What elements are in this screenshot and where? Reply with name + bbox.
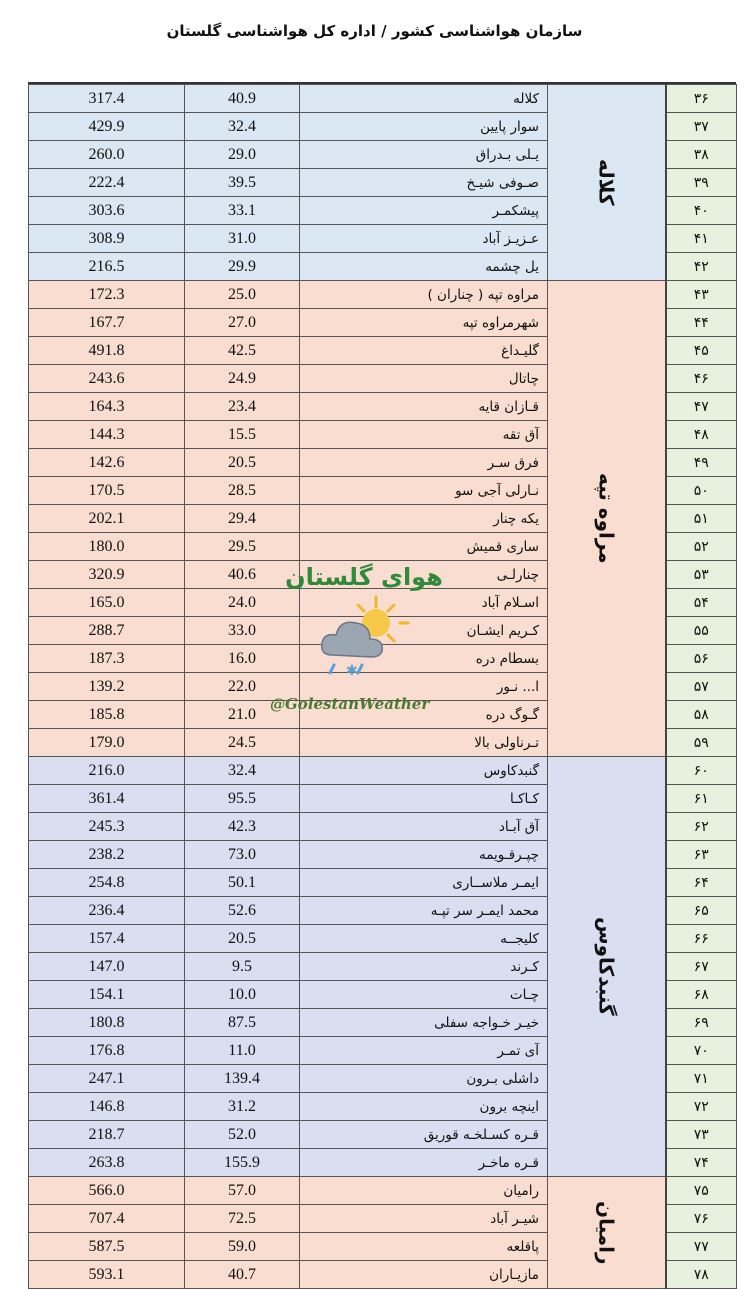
value-col-2: 180.0 — [29, 533, 185, 561]
watermark-title: هوای گلستان — [285, 563, 443, 591]
svg-text:✱: ✱ — [346, 663, 358, 679]
station-name: نـارلی آجی سو — [300, 477, 548, 505]
value-col-2: 222.4 — [29, 169, 185, 197]
value-col-1: 32.4 — [185, 113, 300, 141]
row-index: ۴۴ — [666, 309, 737, 337]
station-name: قـره ماخـر — [300, 1149, 548, 1177]
station-name: چـات — [300, 981, 548, 1009]
station-name: کـریم ایشـان — [300, 617, 548, 645]
value-col-2: 308.9 — [29, 225, 185, 253]
value-col-1: 33.1 — [185, 197, 300, 225]
value-col-2: 566.0 — [29, 1177, 185, 1205]
row-index: ۳۷ — [666, 113, 737, 141]
value-col-2: 179.0 — [29, 729, 185, 757]
value-col-1: 23.4 — [185, 393, 300, 421]
row-index: ۵۱ — [666, 505, 737, 533]
value-col-1: 33.0 — [185, 617, 300, 645]
value-col-2: 218.7 — [29, 1121, 185, 1149]
value-col-2: 157.4 — [29, 925, 185, 953]
row-index: ۵۹ — [666, 729, 737, 757]
row-index: ۳۹ — [666, 169, 737, 197]
value-col-1: 31.0 — [185, 225, 300, 253]
rainfall-table — [28, 82, 736, 1283]
value-col-2: 429.9 — [29, 113, 185, 141]
row-index: ۷۷ — [666, 1233, 737, 1261]
value-col-2: 707.4 — [29, 1205, 185, 1233]
row-index: ۶۰ — [666, 757, 737, 785]
value-col-2: 170.5 — [29, 477, 185, 505]
value-col-2: 361.4 — [29, 785, 185, 813]
station-name: چنارلـی — [300, 561, 548, 589]
value-col-1: 32.4 — [185, 757, 300, 785]
county-name: مراوه تپه — [548, 281, 666, 757]
row-index: ۵۸ — [666, 701, 737, 729]
value-col-2: 587.5 — [29, 1233, 185, 1261]
row-index: ۶۶ — [666, 925, 737, 953]
value-col-1: 72.5 — [185, 1205, 300, 1233]
station-name: پاقلعه — [300, 1233, 548, 1261]
station-name: گـوگ دره — [300, 701, 548, 729]
row-index: ۷۶ — [666, 1205, 737, 1233]
station-name: مراوه تپه ( چناران ) — [300, 281, 548, 309]
station-name: داشلی بـرون — [300, 1065, 548, 1093]
value-col-1: 27.0 — [185, 309, 300, 337]
value-col-2: 144.3 — [29, 421, 185, 449]
table-row — [29, 85, 737, 113]
value-col-1: 39.5 — [185, 169, 300, 197]
row-index: ۵۳ — [666, 561, 737, 589]
row-index: ۷۳ — [666, 1121, 737, 1149]
value-col-1: 24.0 — [185, 589, 300, 617]
value-col-2: 491.8 — [29, 337, 185, 365]
row-index: ۵۶ — [666, 645, 737, 673]
value-col-1: 25.0 — [185, 281, 300, 309]
row-index: ۶۹ — [666, 1009, 737, 1037]
station-name: سوار پایین — [300, 113, 548, 141]
table-row — [29, 1177, 737, 1205]
station-name: محمد ایمـر سر تپـه — [300, 897, 548, 925]
station-name: فرق سـر — [300, 449, 548, 477]
station-name: بسطام دره — [300, 645, 548, 673]
table-row — [29, 281, 737, 309]
value-col-2: 238.2 — [29, 841, 185, 869]
row-index: ۵۴ — [666, 589, 737, 617]
value-col-2: 185.8 — [29, 701, 185, 729]
row-index: ۷۱ — [666, 1065, 737, 1093]
row-index: ۴۸ — [666, 421, 737, 449]
row-index: ۶۵ — [666, 897, 737, 925]
row-index: ۴۷ — [666, 393, 737, 421]
table-row — [29, 757, 737, 785]
row-index: ۴۵ — [666, 337, 737, 365]
station-name: خیـر خـواجه سفلی — [300, 1009, 548, 1037]
station-name: ا... نـور — [300, 673, 548, 701]
row-index: ۶۷ — [666, 953, 737, 981]
value-col-2: 317.4 — [29, 85, 185, 113]
value-col-1: 24.9 — [185, 365, 300, 393]
station-name: شیـر آباد — [300, 1205, 548, 1233]
station-name: پیشکمـر — [300, 197, 548, 225]
station-name: گنبدکاوس — [300, 757, 548, 785]
value-col-1: 22.0 — [185, 673, 300, 701]
value-col-1: 87.5 — [185, 1009, 300, 1037]
station-name: گلیـداغ — [300, 337, 548, 365]
county-name: رامیان — [548, 1177, 666, 1289]
value-col-2: 593.1 — [29, 1261, 185, 1289]
value-col-2: 216.5 — [29, 253, 185, 281]
value-col-2: 245.3 — [29, 813, 185, 841]
row-index: ۴۰ — [666, 197, 737, 225]
value-col-2: 247.1 — [29, 1065, 185, 1093]
station-name: قـازان قایه — [300, 393, 548, 421]
value-col-2: 167.7 — [29, 309, 185, 337]
value-col-2: 187.3 — [29, 645, 185, 673]
row-index: ۵۲ — [666, 533, 737, 561]
value-col-2: 165.0 — [29, 589, 185, 617]
station-name: قـره کسـلخـه قوریق — [300, 1121, 548, 1149]
value-col-2: 254.8 — [29, 869, 185, 897]
value-col-1: 31.2 — [185, 1093, 300, 1121]
row-index: ۷۵ — [666, 1177, 737, 1205]
row-index: ۵۰ — [666, 477, 737, 505]
value-col-1: 52.0 — [185, 1121, 300, 1149]
value-col-2: 154.1 — [29, 981, 185, 1009]
value-col-1: 9.5 — [185, 953, 300, 981]
value-col-2: 202.1 — [29, 505, 185, 533]
station-name: شهرمراوه تپه — [300, 309, 548, 337]
row-index: ۶۸ — [666, 981, 737, 1009]
value-col-1: 20.5 — [185, 925, 300, 953]
row-index: ۶۳ — [666, 841, 737, 869]
watermark-handle: @GolestanWeather — [270, 695, 430, 713]
value-col-1: 95.5 — [185, 785, 300, 813]
value-col-2: 142.6 — [29, 449, 185, 477]
value-col-1: 10.0 — [185, 981, 300, 1009]
value-col-1: 11.0 — [185, 1037, 300, 1065]
station-name: ایمـر ملاســاری — [300, 869, 548, 897]
value-col-1: 52.6 — [185, 897, 300, 925]
county-name: کلاله — [548, 85, 666, 281]
value-col-2: 320.9 — [29, 561, 185, 589]
value-col-2: 303.6 — [29, 197, 185, 225]
row-index: ۷۰ — [666, 1037, 737, 1065]
row-index: ۵۵ — [666, 617, 737, 645]
station-name: کـاکـا — [300, 785, 548, 813]
value-col-2: 180.8 — [29, 1009, 185, 1037]
station-name: چاتال — [300, 365, 548, 393]
station-name: یکه چنار — [300, 505, 548, 533]
value-col-2: 288.7 — [29, 617, 185, 645]
row-index: ۴۹ — [666, 449, 737, 477]
row-index: ۳۸ — [666, 141, 737, 169]
value-col-1: 29.4 — [185, 505, 300, 533]
value-col-1: 42.3 — [185, 813, 300, 841]
row-index: ۷۲ — [666, 1093, 737, 1121]
value-col-1: 24.5 — [185, 729, 300, 757]
station-name: صـوفی شیـخ — [300, 169, 548, 197]
value-col-1: 139.4 — [185, 1065, 300, 1093]
value-col-1: 20.5 — [185, 449, 300, 477]
station-name: آق آبـاد — [300, 813, 548, 841]
row-index: ۷۴ — [666, 1149, 737, 1177]
value-col-1: 28.5 — [185, 477, 300, 505]
station-name: عـزیـز آباد — [300, 225, 548, 253]
value-col-1: 73.0 — [185, 841, 300, 869]
value-col-2: 260.0 — [29, 141, 185, 169]
value-col-1: 21.0 — [185, 701, 300, 729]
row-index: ۴۳ — [666, 281, 737, 309]
station-name: کـرند — [300, 953, 548, 981]
row-index: ۴۲ — [666, 253, 737, 281]
station-name: چپـرقـویمه — [300, 841, 548, 869]
value-col-2: 176.8 — [29, 1037, 185, 1065]
value-col-2: 263.8 — [29, 1149, 185, 1177]
station-name: کلاله — [300, 85, 548, 113]
station-name: اسـلام آباد — [300, 589, 548, 617]
value-col-2: 172.3 — [29, 281, 185, 309]
row-index: ۵۷ — [666, 673, 737, 701]
value-col-2: 146.8 — [29, 1093, 185, 1121]
value-col-2: 139.2 — [29, 673, 185, 701]
value-col-1: 29.5 — [185, 533, 300, 561]
value-col-1: 155.9 — [185, 1149, 300, 1177]
station-name: آق تقه — [300, 421, 548, 449]
page-title: سازمان هواشناسی کشور / اداره کل هواشناسی گلستان — [166, 22, 583, 40]
row-index: ۶۴ — [666, 869, 737, 897]
row-index: ۴۱ — [666, 225, 737, 253]
station-name: یـلی بـدراق — [300, 141, 548, 169]
row-index: ۷۸ — [666, 1261, 737, 1289]
value-col-2: 236.4 — [29, 897, 185, 925]
value-col-1: 29.0 — [185, 141, 300, 169]
value-col-1: 40.9 — [185, 85, 300, 113]
station-name: آی تمـر — [300, 1037, 548, 1065]
value-col-2: 147.0 — [29, 953, 185, 981]
value-col-1: 29.9 — [185, 253, 300, 281]
value-col-1: 59.0 — [185, 1233, 300, 1261]
value-col-1: 15.5 — [185, 421, 300, 449]
value-col-1: 57.0 — [185, 1177, 300, 1205]
row-index: ۶۱ — [666, 785, 737, 813]
row-index: ۳۶ — [666, 85, 737, 113]
value-col-1: 40.6 — [185, 561, 300, 589]
row-index: ۶۲ — [666, 813, 737, 841]
station-name: ساری قمیش — [300, 533, 548, 561]
value-col-2: 216.0 — [29, 757, 185, 785]
value-col-1: 16.0 — [185, 645, 300, 673]
row-index: ۴۶ — [666, 365, 737, 393]
station-name: یل چشمه — [300, 253, 548, 281]
station-name: تـرناولی بالا — [300, 729, 548, 757]
station-name: رامیان — [300, 1177, 548, 1205]
value-col-1: 42.5 — [185, 337, 300, 365]
value-col-2: 243.6 — [29, 365, 185, 393]
station-name: مازیـاران — [300, 1261, 548, 1289]
station-name: اینچه برون — [300, 1093, 548, 1121]
station-name: کلیجــه — [300, 925, 548, 953]
value-col-1: 50.1 — [185, 869, 300, 897]
value-col-1: 40.7 — [185, 1261, 300, 1289]
value-col-2: 164.3 — [29, 393, 185, 421]
county-name: گنبدکاوس — [548, 757, 666, 1177]
